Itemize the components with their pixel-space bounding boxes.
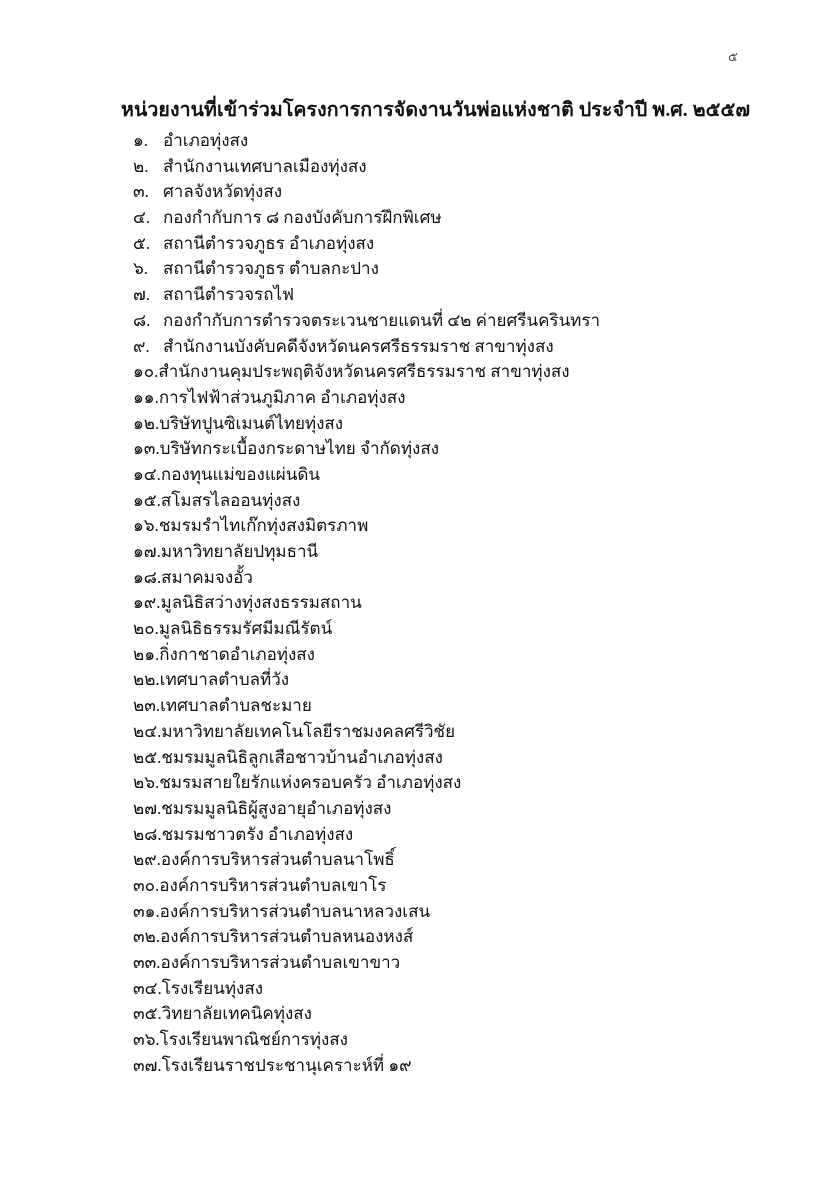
item-number: ๒๗. [133, 798, 162, 818]
item-text: ชมรมมูลนิธิลูกเสือชาวบ้านอำเภอทุ่งสง [161, 747, 443, 767]
list-item [133, 899, 753, 925]
list-item [133, 513, 753, 539]
item-number: ๓. [133, 182, 149, 202]
list-item [133, 950, 753, 976]
list-item [133, 745, 753, 771]
list-item [133, 1027, 753, 1053]
item-text: องค์การบริหารส่วนตำบลนาโพธิ์ [160, 850, 395, 870]
item-number: ๑๒. [133, 413, 160, 433]
list-item [133, 462, 753, 488]
item-number: ๗. [133, 285, 151, 305]
list-item [133, 590, 753, 616]
list-item [133, 1053, 753, 1079]
list-item [133, 385, 753, 411]
item-text: เทศบาลตำบลชะมาย [160, 696, 312, 716]
item-number: ๒. [133, 156, 149, 176]
list-item [133, 436, 753, 462]
item-number: ๑. [133, 131, 149, 150]
item-text: องค์การบริหารส่วนตำบลนาหลวงเสน [159, 901, 431, 921]
item-text: สำนักงานเทศบาลเมืองทุ่งสง [163, 156, 367, 176]
item-text: มูลนิธิธรรมรัศมีมณีรัตน์ [158, 619, 333, 639]
list-item [133, 256, 753, 282]
item-number: ๓๑. [133, 901, 160, 921]
item-text: มหาวิทยาลัยปทุมธานี [160, 542, 319, 561]
item-number: ๓๒. [133, 927, 161, 947]
list-item [133, 154, 753, 180]
list-item [133, 411, 753, 437]
list-item [133, 179, 753, 205]
item-text: มหาวิทยาลัยเทคโนโลยีราชมงคลศรีวิชัย [161, 721, 456, 741]
item-text: ศาลจังหวัดทุ่งสง [163, 182, 282, 202]
list-item [133, 308, 753, 334]
item-number: ๒๑. [133, 644, 160, 664]
item-number: ๔. [133, 208, 151, 228]
item-text: สโมสรไลออนทุ่งสง [160, 490, 301, 510]
list-item [133, 334, 753, 360]
item-text: สถานีตำรวจภูธร ตำบลกะปาง [163, 259, 379, 279]
list-item [133, 642, 753, 668]
item-number: ๒๘. [133, 824, 162, 844]
list-item [133, 128, 753, 154]
item-text: เทศบาลตำบลที่วัง [159, 670, 290, 690]
list-item [133, 667, 753, 693]
item-number: ๙. [133, 336, 150, 356]
item-text: บริษัทปูนซิเมนต์ไทยทุ่งสง [159, 413, 344, 433]
item-number: ๑๙. [133, 593, 161, 613]
item-number: ๑๑. [133, 387, 159, 407]
item-text: มูลนิธิสว่างทุ่งสงธรรมสถาน [160, 593, 362, 613]
item-number: ๖. [133, 259, 149, 279]
item-text: ชมรมชาวตรัง อำเภอทุ่งสง [161, 824, 354, 844]
item-number: ๑๖. [133, 516, 159, 536]
item-number: ๓๔. [133, 978, 162, 998]
item-number: ๑๘. [133, 567, 162, 587]
list-item [133, 822, 753, 848]
item-text: องค์การบริหารส่วนตำบลเขาขาว [160, 953, 401, 972]
item-text: องค์การบริหารส่วนตำบลเขาโร [159, 875, 387, 895]
item-text: โรงเรียนทุ่งสง [161, 978, 264, 998]
item-number: ๓๖. [133, 1030, 160, 1050]
list-item [133, 539, 753, 565]
item-text: ชมรมมูลนิธิผู้สูงอายุอำเภอทุ่งสง [161, 798, 392, 818]
item-text: ชมรมสายใยรักแห่งครอบครัว อำเภอทุ่งสง [159, 773, 462, 793]
list-item [133, 873, 753, 899]
list-item [133, 282, 753, 308]
item-number: ๑๔. [133, 464, 161, 484]
list-item [133, 976, 753, 1002]
item-text: สถานีตำรวจรถไฟ [163, 285, 295, 305]
item-text: กองกำกับการตำรวจตระเวนชายแดนที่ ๔๒ ค่ายศรีนครินทรา [163, 310, 601, 330]
page-number: ๕ [728, 49, 738, 64]
list-item [133, 616, 753, 642]
item-text: กิ่งกาชาดอำเภอทุ่งสง [159, 644, 315, 664]
item-number: ๒๖. [133, 773, 160, 793]
item-number: ๕. [133, 233, 151, 253]
item-number: ๓๕. [133, 1004, 162, 1024]
list-item [133, 796, 753, 822]
item-text: กองกำกับการ ๘ กองบังคับการฝึกพิเศษ [163, 208, 442, 228]
list-item [133, 565, 753, 591]
item-text: อำเภอทุ่งสง [163, 131, 249, 150]
item-text: บริษัทกระเบื้องกระดาษไทย จำกัดทุ่งสง [159, 439, 440, 459]
item-text: องค์การบริหารส่วนตำบลหนองหงส์ [160, 927, 414, 947]
item-number: ๒๓. [133, 696, 161, 716]
list-item [133, 693, 753, 719]
item-number: ๒๙. [133, 850, 161, 870]
item-text: การไฟฟ้าส่วนภูมิภาค อำเภอทุ่งสง [158, 387, 406, 407]
list-item [133, 205, 753, 231]
list-item [133, 231, 753, 257]
item-number: ๒๔. [133, 721, 162, 741]
item-text: กองทุนแม่ของแผ่นดิน [160, 464, 321, 484]
list-item [133, 719, 753, 745]
item-text: วิทยาลัยเทคนิคทุ่งสง [161, 1004, 312, 1024]
list-item [133, 924, 753, 950]
item-number: ๑๓. [133, 439, 160, 459]
organization-list [133, 128, 753, 1078]
item-text: สำนักงานบังคับคดีจังหวัดนครศรีธรรมราช สาขาทุ่งสง [163, 336, 554, 356]
item-number: ๑๐. [133, 362, 159, 382]
list-item [133, 847, 753, 873]
item-number: ๒๒. [133, 670, 160, 690]
list-item [133, 1001, 753, 1027]
item-number: ๑๗. [133, 542, 161, 561]
item-text: โรงเรียนพาณิชย์การทุ่งสง [159, 1030, 348, 1050]
item-text: ชมรมรำไทเก๊กทุ่งสงมิตรภาพ [158, 516, 369, 536]
item-number: ๒๕. [133, 747, 162, 767]
list-item [133, 770, 753, 796]
list-item [133, 488, 753, 514]
item-text: สำนักงานคุมประพฤติจังหวัดนครศรีธรรมราช สาขาทุ่งสง [158, 362, 570, 382]
item-number: ๑๕. [133, 490, 161, 510]
list-item [133, 359, 753, 385]
item-number: ๒๐. [133, 619, 159, 639]
item-number: ๓๗. [133, 1055, 162, 1075]
item-number: ๘. [133, 310, 151, 330]
item-text: สมาคมจงอั้ว [161, 567, 253, 587]
item-number: ๓๓. [133, 953, 161, 972]
item-number: ๓๐. [133, 875, 160, 895]
item-text: โรงเรียนราชประชานุเคราะห์ที่ ๑๙ [161, 1055, 412, 1075]
item-text: สถานีตำรวจภูธร อำเภอทุ่งสง [163, 233, 375, 253]
page-title: หน่วยงานที่เข้าร่วมโครงการการจัดงานวันพ่อแห่งชาติ ประจำปี พ.ศ. ๒๕๕๗ [121, 100, 751, 121]
